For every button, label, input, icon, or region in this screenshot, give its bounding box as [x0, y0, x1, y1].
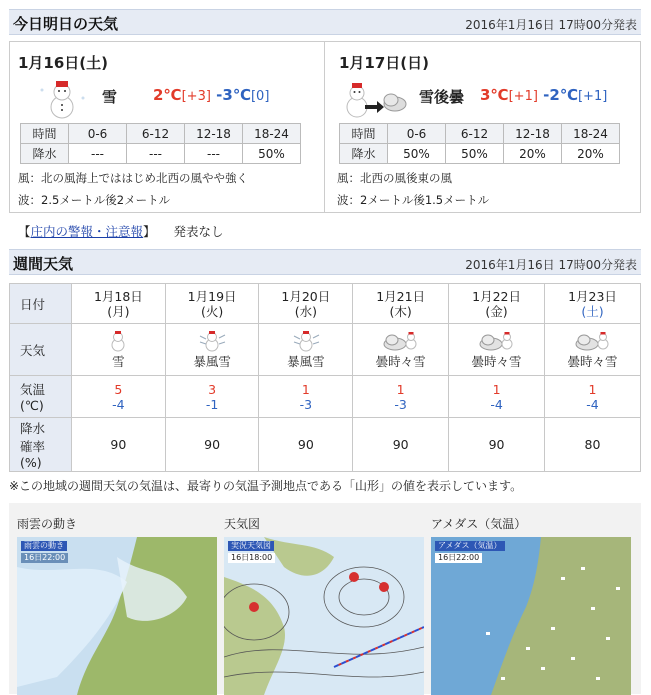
- rain-value-cell: 20%: [562, 144, 620, 164]
- map-label: 天気図: [224, 517, 261, 531]
- weekly-weather-row: [10, 324, 641, 376]
- weekly-date-label: 日付: [10, 284, 72, 324]
- warning-line: [18, 222, 224, 240]
- weekly-temp-cell: [449, 376, 545, 418]
- weekly-section-header: [9, 249, 641, 275]
- weekly-pop-cell: 80: [545, 418, 641, 472]
- today-temps: [153, 86, 269, 104]
- rain-header-cell: 0-6: [69, 124, 127, 144]
- rain-header-cell: 18-24: [243, 124, 301, 144]
- rain-header-cell: 18-24: [562, 124, 620, 144]
- weekly-date-cell: [353, 284, 449, 324]
- weekly-weather-text: 曇時々雪: [471, 353, 522, 369]
- weekly-dow: (水): [294, 303, 317, 319]
- tomorrow-condition: 雪後曇: [419, 88, 465, 106]
- weekly-weather-label: 天気: [10, 324, 72, 376]
- map-time: 16日22:00: [435, 553, 482, 563]
- warning-bracket-open: 【: [18, 224, 31, 239]
- weekly-temp-cell: [259, 376, 353, 418]
- weekly-low: -4: [112, 396, 125, 412]
- weekly-dow: (金): [485, 303, 508, 319]
- weekly-pop-cell: 90: [449, 418, 545, 472]
- today-date: 1月16日(土): [18, 54, 109, 72]
- weekly-temp-cell: [72, 376, 166, 418]
- weekly-high: 1: [588, 381, 597, 397]
- weekly-table: [9, 283, 641, 472]
- weekly-dow-saturday: (土): [581, 303, 604, 319]
- weekly-date-cell: [449, 284, 545, 324]
- weekly-low: -1: [205, 396, 219, 412]
- weekly-weather-cell: [449, 324, 545, 376]
- rain-header-cell: 0-6: [388, 124, 446, 144]
- weekly-date-cell: [165, 284, 259, 324]
- weekly-section-title: 週間天気: [13, 255, 74, 273]
- pop-label-unit: (%): [20, 455, 42, 470]
- rain-cloud-map-image[interactable]: [17, 537, 217, 695]
- today-low: -3℃: [216, 86, 251, 104]
- weekly-weather-cell: [165, 324, 259, 376]
- weekly-low: -3: [394, 396, 407, 412]
- snowstorm-icon: [197, 330, 227, 352]
- weekly-date: 1月21日: [376, 288, 426, 304]
- weekly-pop-cell: 90: [165, 418, 259, 472]
- today-card: [9, 41, 325, 213]
- weekly-temp-cell: [545, 376, 641, 418]
- weekly-pop-row: [10, 418, 641, 472]
- weekly-dow: (月): [107, 303, 130, 319]
- temp-label-line: 気温: [20, 382, 46, 397]
- weekly-date: 1月22日: [472, 288, 521, 304]
- map-time: 16日22:00: [21, 553, 68, 563]
- weather-chart-map-image[interactable]: [224, 537, 424, 695]
- rain-header-cell: 時間: [340, 124, 388, 144]
- cloudy-snow-icon: [477, 330, 517, 352]
- pop-label-line2: 確率: [20, 439, 46, 454]
- weekly-high: 1: [492, 381, 501, 397]
- weekly-date: 1月18日: [93, 288, 143, 304]
- today-issued-time: 2016年1月16日 17時00分発表: [465, 18, 637, 32]
- weekly-weather-cell: [259, 324, 353, 376]
- weekly-dow: (木): [389, 303, 412, 319]
- weekly-low: -3: [299, 396, 313, 412]
- map-label: 雨雲の動き: [17, 517, 78, 531]
- rain-header-cell: 12-18: [185, 124, 243, 144]
- pop-label-line1: 降水: [20, 421, 46, 436]
- weekly-weather-text: 暴風雪: [287, 353, 325, 369]
- weekly-weather-cell: [545, 324, 641, 376]
- today-high: 2℃: [153, 86, 182, 104]
- weekly-temp-label: [10, 376, 72, 418]
- weekly-low: -4: [490, 396, 503, 412]
- tomorrow-card: [325, 41, 641, 213]
- today-tomorrow-panel: [9, 41, 641, 213]
- rain-header-cell: 12-18: [504, 124, 562, 144]
- weekly-pop-cell: 90: [353, 418, 449, 472]
- weekly-weather-cell: [353, 324, 449, 376]
- weekly-note: ※この地域の週間天気の気温は、最寄りの気温予測地点である「山形」の値を表示しています。: [9, 479, 523, 493]
- rain-label-cell: 降水: [340, 144, 388, 164]
- weekly-low: -4: [586, 396, 599, 412]
- amedas-map-image[interactable]: [431, 537, 631, 695]
- weekly-dow: (火): [200, 303, 224, 319]
- weekly-weather-text: 暴風雪: [193, 353, 231, 369]
- rain-header-cell: 6-12: [127, 124, 185, 144]
- rain-value-cell: 20%: [504, 144, 562, 164]
- weekly-high: 1: [301, 381, 310, 397]
- weekly-weather-text: 雪: [112, 353, 125, 369]
- weekly-date: 1月23日: [568, 288, 617, 304]
- weekly-pop-cell: 90: [259, 418, 353, 472]
- rain-cloud-map[interactable]: [17, 515, 217, 695]
- cloudy-snow-icon: [381, 330, 421, 352]
- today-section-title: 今日明日の天気: [13, 15, 119, 33]
- map-label: アメダス（気温）: [431, 517, 527, 531]
- rain-header-cell: 6-12: [446, 124, 504, 144]
- weekly-date-cell: [72, 284, 166, 324]
- today-low-diff: [0]: [250, 89, 270, 104]
- tomorrow-low-diff: [+1]: [577, 89, 608, 104]
- snow-then-cloudy-icon: [339, 78, 407, 120]
- weekly-high: 1: [396, 381, 405, 397]
- maps-strip: [9, 503, 641, 694]
- weekly-temp-cell: [165, 376, 259, 418]
- cloudy-snow-icon: [573, 330, 613, 352]
- rain-value-cell: 50%: [243, 144, 301, 164]
- rain-header-cell: 時間: [21, 124, 69, 144]
- weekly-weather-text: 曇時々雪: [567, 353, 618, 369]
- weekly-date: 1月19日: [187, 288, 237, 304]
- tomorrow-rain-table: [339, 123, 620, 164]
- rain-value-cell: 50%: [388, 144, 446, 164]
- today-high-diff: [+3]: [181, 89, 211, 104]
- rain-label-cell: 降水: [21, 144, 69, 164]
- weekly-high: 3: [208, 381, 217, 397]
- snowman-icon: [28, 78, 96, 120]
- tomorrow-high-diff: [+1]: [508, 89, 538, 104]
- weekly-temp-row: [10, 376, 641, 418]
- rain-value-cell: ---: [127, 144, 185, 164]
- map-tag: 実況天気図: [228, 541, 274, 551]
- rain-value-cell: ---: [69, 144, 127, 164]
- weekly-date-cell: [259, 284, 353, 324]
- today-wind: 風：北の風海上でははじめ北西の風やや強く: [18, 171, 248, 185]
- amedas-map[interactable]: [431, 515, 631, 695]
- temp-label-unit: (℃): [20, 398, 44, 413]
- weekly-pop-cell: 90: [72, 418, 166, 472]
- today-wave: 波：2.5メートル後2メートル: [18, 193, 171, 207]
- today-condition: 雪: [102, 88, 118, 106]
- warning-bracket-close: 】: [143, 224, 156, 239]
- snowman-icon: [103, 330, 133, 352]
- tomorrow-high: 3℃: [480, 86, 509, 104]
- tomorrow-wave: 波：2メートル後1.5メートル: [337, 193, 490, 207]
- weekly-pop-label: [10, 418, 72, 472]
- weekly-issued-time: 2016年1月16日 17時00分発表: [465, 258, 637, 272]
- tomorrow-low: -2℃: [543, 86, 578, 104]
- weekly-high: 5: [114, 381, 123, 397]
- tomorrow-temps: [480, 86, 607, 104]
- weekly-date-row: [10, 284, 641, 324]
- rain-value-cell: ---: [185, 144, 243, 164]
- tomorrow-wind: 風：北西の風後東の風: [337, 171, 452, 185]
- warning-link[interactable]: 庄内の警報・注意報: [30, 224, 144, 239]
- weekly-date-cell: [545, 284, 641, 324]
- tomorrow-date: 1月17日(日): [339, 54, 430, 72]
- today-rain-table: [20, 123, 301, 164]
- snowstorm-icon: [291, 330, 321, 352]
- rain-value-cell: 50%: [446, 144, 504, 164]
- weather-chart-map[interactable]: [224, 515, 424, 695]
- weekly-weather-cell: [72, 324, 166, 376]
- map-tag: 雨雲の動き: [21, 541, 67, 551]
- weekly-weather-text: 曇時々雪: [375, 353, 426, 369]
- today-section-header: [9, 9, 641, 35]
- map-tag: アメダス（気温）: [435, 541, 505, 551]
- weekly-date: 1月20日: [281, 288, 331, 304]
- warning-status: 発表なし: [173, 224, 224, 239]
- map-time: 16日18:00: [228, 553, 275, 563]
- weekly-temp-cell: [353, 376, 449, 418]
